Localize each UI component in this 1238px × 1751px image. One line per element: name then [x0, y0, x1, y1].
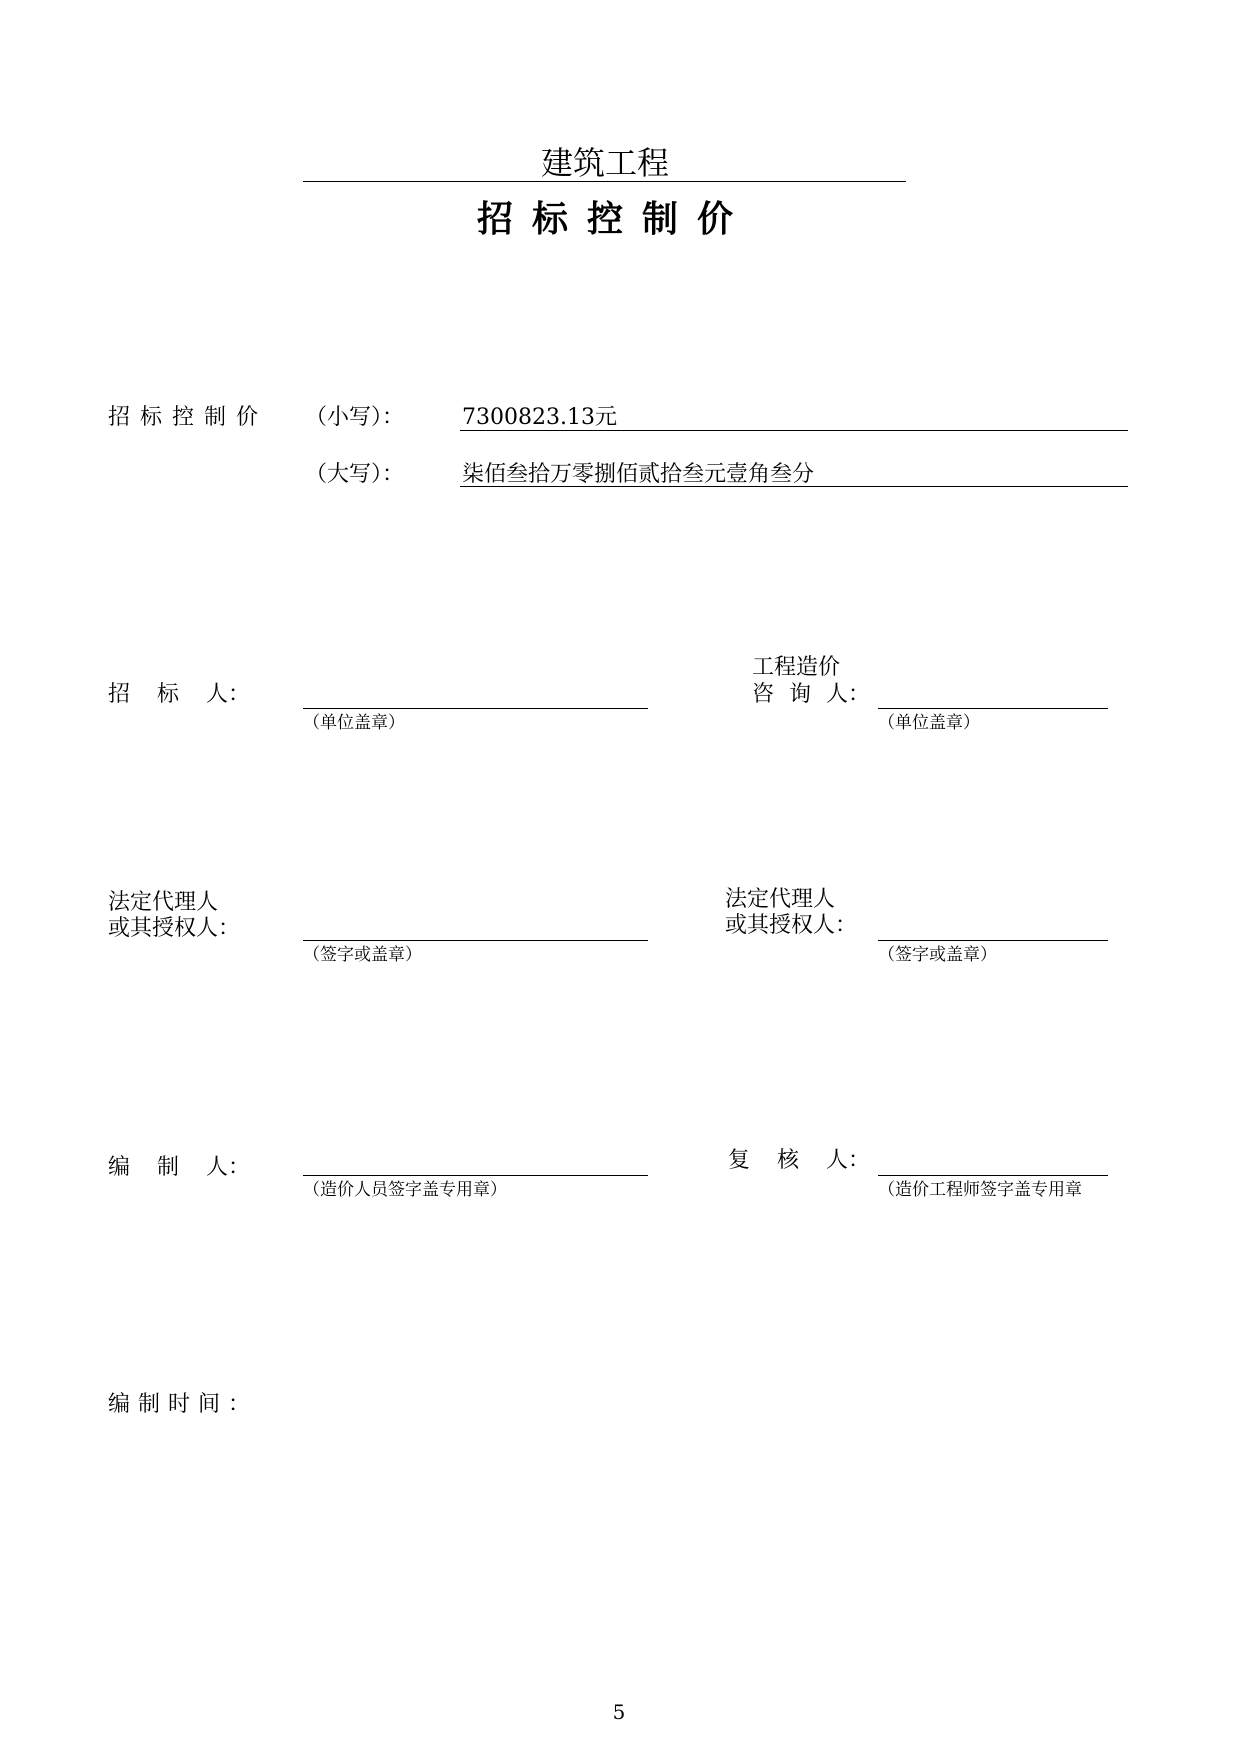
- uppercase-value-underline: [460, 486, 1128, 487]
- lowercase-value-underline: [460, 430, 1128, 431]
- compiler-note: （造价人员签字盖专用章）: [303, 1180, 507, 1200]
- reviewer-signature-line: [878, 1175, 1108, 1176]
- legal-rep-right-label-line2: 或其授权人：: [725, 913, 858, 938]
- tenderer-note: （单位盖章）: [303, 713, 405, 733]
- consultant-label-line1: 工程造价: [752, 655, 841, 680]
- compiler-label: 编 制 人：: [108, 1155, 250, 1180]
- compile-time-label: 编制时间：: [108, 1392, 259, 1417]
- legal-rep-right-label-line1: 法定代理人: [725, 887, 836, 912]
- project-name-underline: [303, 181, 906, 182]
- uppercase-value: 柒佰叁拾万零捌佰贰拾叁元壹角叁分: [462, 462, 815, 487]
- legal-rep-left-label-line2: 或其授权人：: [108, 916, 241, 941]
- legal-rep-left-signature-line: [303, 940, 648, 941]
- uppercase-label: （大写）：: [305, 462, 405, 487]
- reviewer-note: （造价工程师签字盖专用章: [878, 1180, 1082, 1200]
- legal-rep-left-note: （签字或盖章）: [303, 945, 422, 965]
- tenderer-signature-line: [303, 708, 648, 709]
- price-label: 招标控制价: [108, 405, 269, 430]
- legal-rep-left-label-line1: 法定代理人: [108, 890, 219, 915]
- lowercase-label: （小写）：: [305, 405, 405, 430]
- consultant-label-line2: 咨 询 人：: [752, 682, 870, 707]
- compiler-signature-line: [303, 1175, 648, 1176]
- reviewer-label: 复 核 人：: [728, 1148, 870, 1173]
- project-name: 建筑工程: [540, 144, 669, 182]
- legal-rep-right-note: （签字或盖章）: [878, 945, 997, 965]
- consultant-signature-line: [878, 708, 1108, 709]
- document-title: 招标控制价: [476, 199, 752, 240]
- lowercase-value: 7300823.13元: [462, 405, 617, 430]
- legal-rep-right-signature-line: [878, 940, 1108, 941]
- consultant-note: （单位盖章）: [878, 713, 980, 733]
- tenderer-label: 招 标 人：: [108, 682, 250, 707]
- page-number: 5: [612, 1700, 626, 1724]
